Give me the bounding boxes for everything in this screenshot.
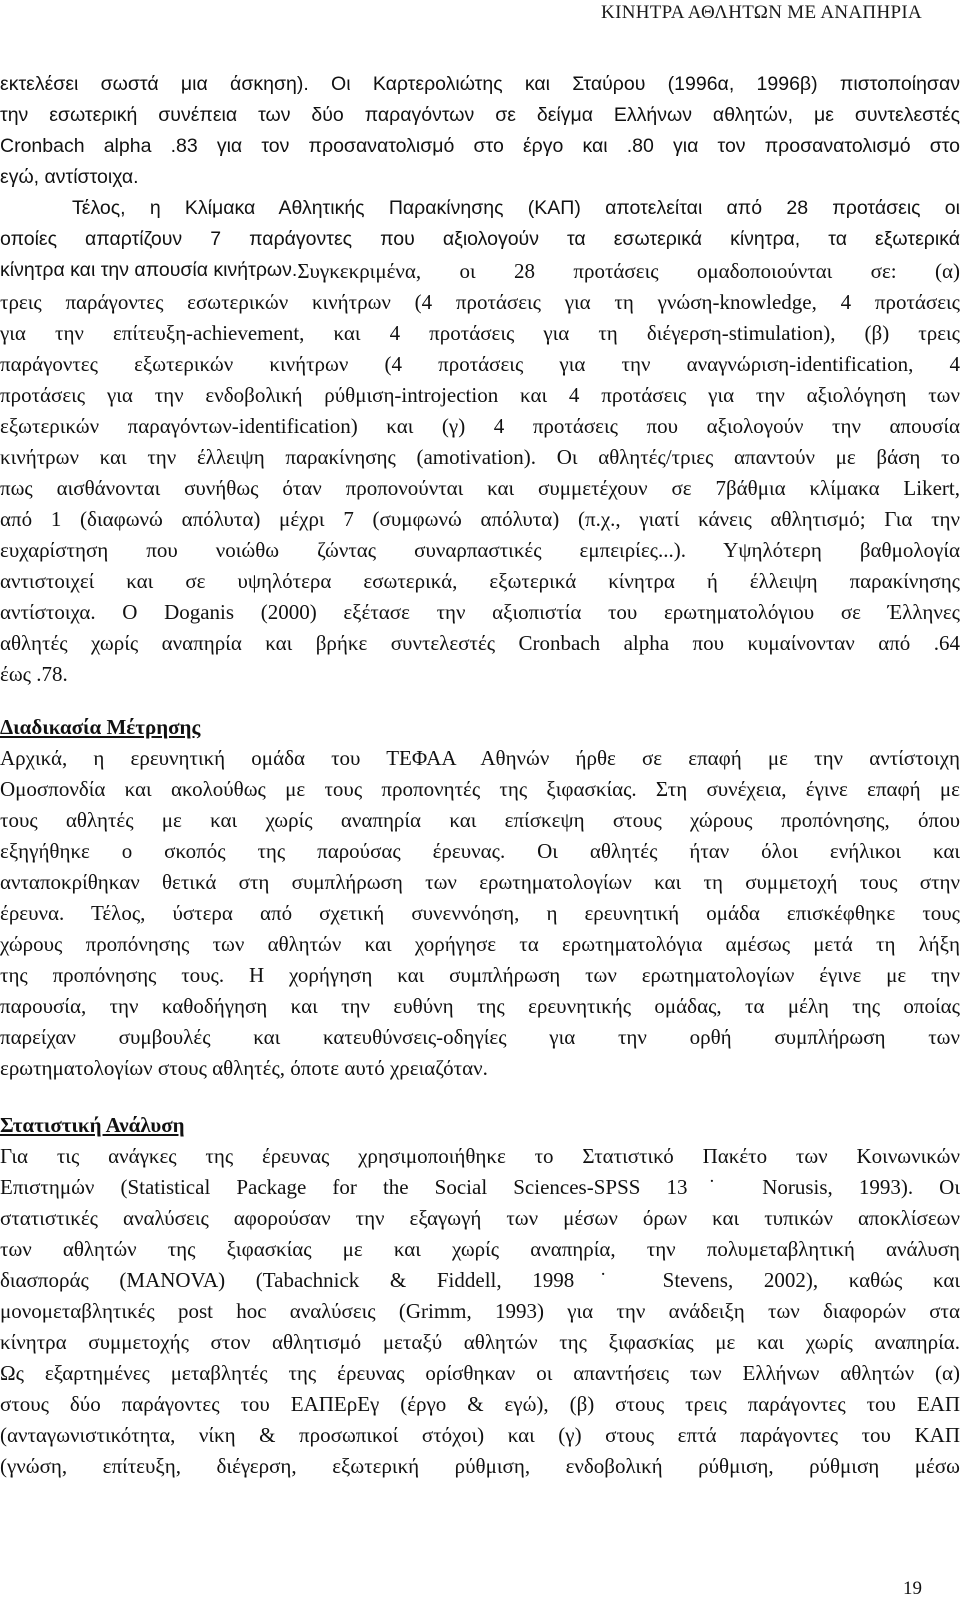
text-line: για την επίτευξη-achievement, και 4 προτάσεις για τη διέγερση-stimulation), (β) τρεις — [0, 321, 960, 345]
text-line: οποίες απαρτίζουν 7 παράγοντες που αξιολογούν τα εσωτερικά κίνητρα, τα εξωτερικά — [0, 228, 960, 250]
text-line: την εσωτερική συνέπεια των δύο παραγόντων σε δείγμα Ελλήνων αθλητών, με συντελεστές — [0, 104, 960, 126]
text-line: ανταποκρίθηκαν θετικά στη συμπλήρωση των ερωτηματολογίων και τη συμμετοχή τους στην — [0, 870, 960, 894]
text-line — [0, 259, 960, 290]
text-line: Αρχικά, η ερευνητική ομάδα του ΤΕΦΑΑ Αθηνών ήρθε σε επαφή με την αντίστοιχη — [0, 746, 960, 770]
text-line: στους δύο παράγοντες του ΕΑΠΕρΕγ (έργο & εγώ), (β) στους τρεις παράγοντες του ΕΑΠ — [0, 1392, 960, 1416]
running-head: ΚΙΝΗΤΡΑ ΑΘΛΗΤΩΝ ΜΕ ΑΝΑΠΗΡΙΑ — [601, 2, 922, 23]
text-line: παρουσία, την καθοδήγηση και την ευθύνη της ερευνητικής ομάδας, τα μέλη της οποίας — [0, 994, 960, 1018]
text-segment: Συγκεκριμένα, οι 28 προτάσεις ομαδοποιούνται σε: (α) — [297, 259, 960, 283]
text-line: διασποράς (MANOVA) (Tabachnick & Fiddell, 1998˙ Stevens, 2002), καθώς και — [0, 1268, 960, 1292]
text-line: Για τις ανάγκες της έρευνας χρησιμοποιήθηκε το Στατιστικό Πακέτο των Κοινωνικών — [0, 1144, 960, 1168]
text-line: (γνώση, επίτευξη, διέγερση, εξωτερική ρύθμιση, ενδοβολική ρύθμιση, ρύθμιση μέσω — [0, 1454, 960, 1478]
text-line: κινήτρων και την έλλειψη παρακίνησης (amotivation). Οι αθλητές/τριες απαντούν με βάση το — [0, 445, 960, 469]
text-line: Ως εξαρτημένες μεταβλητές της έρευνας ορίσθηκαν οι απαντήσεις των Ελλήνων αθλητών (α) — [0, 1361, 960, 1385]
text-line: (ανταγωνιστικότητα, νίκη & προσωπικοί στόχοι) και (γ) στους επτά παράγοντες του ΚΑΠ — [0, 1423, 960, 1447]
page-number: 19 — [903, 1578, 922, 1599]
text-line: έρευνα. Τέλος, ύστερα από σχετική συνεννόηση, η ερευνητική ομάδα επισκέφθηκε τους — [0, 901, 960, 925]
text-line: αθλητές χωρίς αναπηρία και βρήκε συντελεστές Cronbach alpha που κυμαίνονταν από .64 — [0, 631, 960, 655]
text-line: στατιστικές αναλύσεις αφορούσαν την εξαγωγή των μέσων όρων και τυπικών αποκλίσεων — [0, 1206, 960, 1230]
text-line: της προπόνησης τους. Η χορήγηση και συμπλήρωση των ερωτηματολογίων έγινε με την — [0, 963, 960, 987]
text-line: έως .78. — [0, 662, 68, 686]
text-line: τρεις παράγοντες εσωτερικών κινήτρων (4 προτάσεις για τη γνώση-knowledge, 4 προτάσεις — [0, 290, 960, 314]
text-line: ευχαρίστηση που νοιώθω ζώντας συναρπαστικές εμπειρίες...). Υψηλότερη βαθμολογία — [0, 538, 960, 562]
text-line: από 1 (διαφωνώ απόλυτα) μέχρι 7 (συμφωνώ απόλυτα) (π.χ., γιατί κάνεις αθλητισμό; Για την — [0, 507, 960, 531]
text-line: εξωτερικών παραγόντων-identification) και (γ) 4 προτάσεις που αξιολογούν την απουσία — [0, 414, 960, 438]
text-line: εξηγήθηκε ο σκοπός της παρούσας έρευνας. Οι αθλητές ήταν όλοι ενήλικοι και — [0, 839, 960, 863]
text-line: των αθλητών της ξιφασκίας με και χωρίς αναπηρία, την πολυμεταβλητική ανάλυση — [0, 1237, 960, 1261]
text-line: αντίστοιχα. Ο Doganis (2000) εξέτασε την αξιοπιστία του ερωτηματολόγιου σε Έλληνες — [0, 600, 960, 624]
text-line: εκτελέσει σωστά μια άσκηση). Οι Καρτερολιώτης και Σταύρου (1996α, 1996β) πιστοποίησαν — [0, 73, 960, 95]
text-line: εγώ, αντίστοιχα. — [0, 166, 139, 188]
text-line: πως αισθάνονται συνήθως όταν προπονούνται και συμμετέχουν σε 7βάθμια κλίμακα Likert, — [0, 476, 960, 500]
text-line: χώρους προπόνησης των αθλητών και χορήγησε τα ερωτηματολόγια αμέσως μετά τη λήξη — [0, 932, 960, 956]
text-line: μονομεταβλητικές post hoc αναλύσεις (Grimm, 1993) για την ανάδειξη των διαφορών στα — [0, 1299, 960, 1323]
body-text — [0, 73, 960, 1485]
section-heading-measurement: Διαδικασία Μέτρησης — [0, 715, 201, 739]
text-line: προτάσεις για την ενδοβολική ρύθμιση-introjection και 4 προτάσεις για την αξιολόγηση των — [0, 383, 960, 407]
text-line: κίνητρα συμμετοχής στον αθλητισμό μεταξύ αθλητών της ξιφασκίας με και χωρίς αναπηρία. — [0, 1330, 960, 1354]
text-line: Ομοσπονδία και ακολούθως με τους προπονητές της ξιφασκίας. Στη συνέχεια, έγινε επαφή με — [0, 777, 960, 801]
section-heading-statistics: Στατιστική Ανάλυση — [0, 1113, 185, 1137]
text-line: Cronbach alpha .83 για τον προσανατολισμό στο έργο και .80 για τον προσανατολισμό στο — [0, 135, 960, 157]
text-line: Επιστημών (Statistical Package for the Social Sciences-SPSS 13˙ Norusis, 1993). Οι — [0, 1175, 960, 1199]
text-line: παράγοντες εξωτερικών κινήτρων (4 προτάσεις για την αναγνώριση-identification, 4 — [0, 352, 960, 376]
text-line: ερωτηματολογίων στους αθλητές, όποτε αυτό χρειαζόταν. — [0, 1056, 488, 1080]
text-line: Τέλος, η Κλίμακα Αθλητικής Παρακίνησης (ΚΑΠ) αποτελείται από 28 προτάσεις οι — [72, 197, 960, 219]
text-line: αντιστοιχεί και σε υψηλότερα εσωτερικά, εξωτερικά κίνητρα ή έλλειψη παρακίνησης — [0, 569, 960, 593]
text-line: τους αθλητές με και χωρίς αναπηρία και επίσκεψη στους χώρους προπόνησης, όπου — [0, 808, 960, 832]
text-line: παρείχαν συμβουλές και κατευθύνσεις-οδηγίες για την ορθή συμπλήρωση των — [0, 1025, 960, 1049]
text-segment: κίνητρα και την απουσία κινήτρων. — [0, 259, 298, 281]
